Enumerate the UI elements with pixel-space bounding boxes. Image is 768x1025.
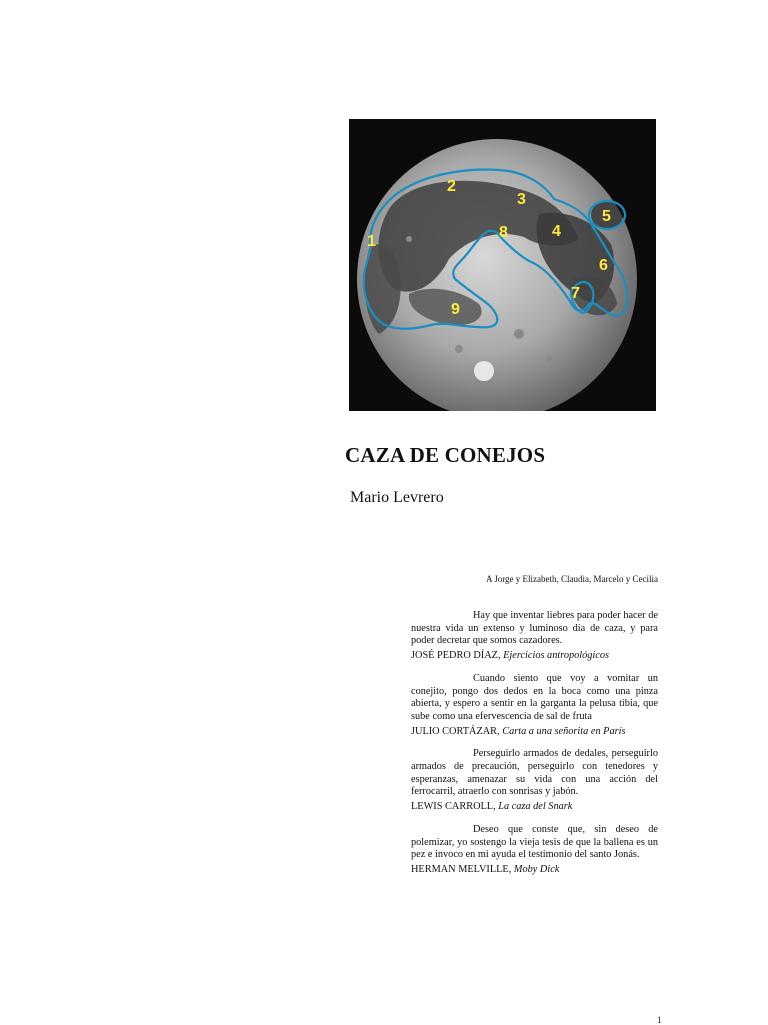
epigraph [411,673,658,739]
epigraph [411,824,658,877]
marker-5: 5 [602,208,611,225]
epigraph-work: La caza del Snark [498,801,573,813]
book-title: CAZA DE CONEJOS [345,443,546,467]
marker-7: 7 [571,285,580,302]
epigraph-work: Carta a una señorita en París [502,725,626,737]
marker-2: 2 [447,178,456,195]
epigraph-quote: Deseo que conste que, sin deseo de polemizar, yo sostengo la vieja tesis de que la ballena es un pez e invoco en mi ayuda el testimonio del santo Jonás. [411,823,658,861]
epigraph-quote: Cuando siento que voy a vomitar un conejito, pongo dos dedos en la boca como una pinza abierta, y espero a sentir en la garganta la pelusa tibia, que sube como una efervescencia de sal de fruta [411,672,658,722]
moon-map-icon [349,119,656,411]
marker-1: 1 [367,233,376,250]
dedication: A Jorge y Elizabeth, Claudia, Marcelo y Cecilia [485,574,658,584]
epigraph-author: JOSÉ PEDRO DÍAZ, [411,650,501,662]
page-number: 1 [657,1015,662,1025]
epigraph-attribution [411,864,658,877]
epigraph-author: JULIO CORTÁZAR, [411,725,500,737]
epigraph-author: HERMAN MELVILLE, [411,863,512,875]
epigraph-attribution [411,726,658,739]
marker-6: 6 [599,257,608,274]
book-author: Mario Levrero [350,489,444,506]
marker-8: 8 [499,224,508,241]
epigraph-author: LEWIS CARROLL, [411,801,496,813]
epigraph [411,748,658,814]
marker-4: 4 [552,223,561,240]
epigraph-work: Ejercicios antropológicos [503,650,610,662]
marker-3: 3 [517,191,526,208]
epigraphs [411,610,658,887]
epigraph-work: Moby Dick [513,863,560,875]
epigraph-quote: Hay que inventar liebres para poder hacer de nuestra vida un extenso y luminoso día de caza, y para poder decretar que somos cazadores. [411,610,658,647]
epigraph-quote: Perseguirlo armados de dedales, perseguirlo armados de precaución, perseguirlo con tenedores y esperanzas, amenazar su vida con una acción del ferrocarril, atraerlo con sonrisas y jabón. [411,748,658,798]
moon-map-image [349,119,656,411]
epigraph-attribution [411,650,658,663]
marker-9: 9 [451,301,460,318]
epigraph-attribution [411,801,658,814]
epigraph [411,610,658,663]
